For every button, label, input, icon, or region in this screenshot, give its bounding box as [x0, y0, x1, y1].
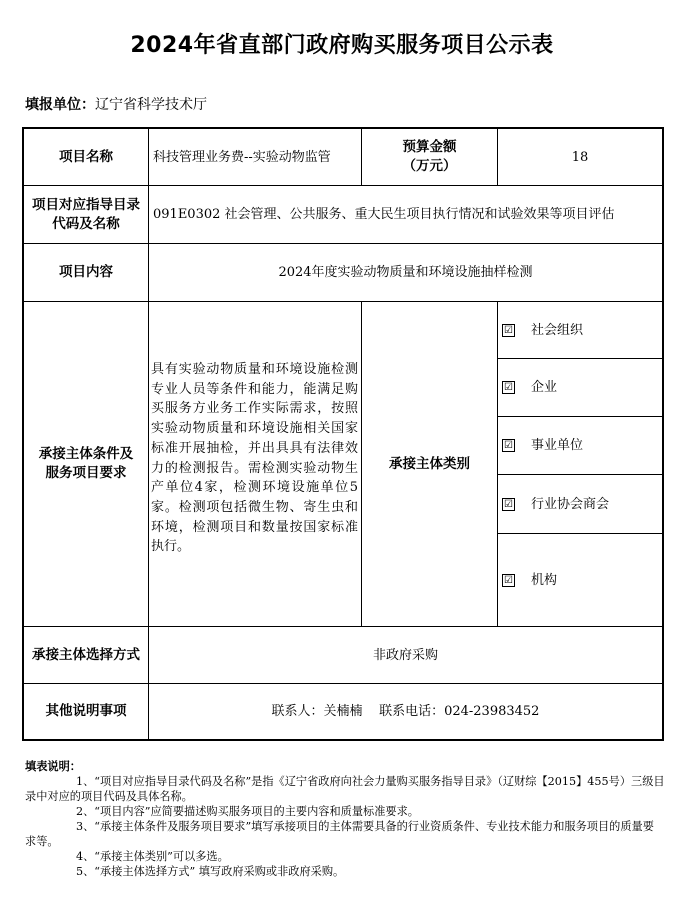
entity-type-option-label: 行业协会商会	[531, 496, 610, 512]
requirements-value: 具有实验动物质量和环境设施检测专业人员等条件和能力，能满足购买服务方业务工作实际需求，按照实验动物质量和环境设施相关国家标准开展抽检，并出具具有法律效力的检测报告。需检测实验动物生产单位4家，检测环境设施单位5家。检测项包括微生物、寄生虫和环境，检测项目和数量按国家标准执行。	[151, 362, 358, 555]
checkbox-checked-icon[interactable]: ☑	[502, 574, 515, 587]
budget-label: 预算金额（万元）	[402, 139, 457, 174]
other-value: 联系人：关楠楠 联系电话：024-23983452	[271, 704, 540, 719]
filling-unit	[25, 94, 207, 114]
entity-type-option-label: 事业单位	[531, 438, 584, 453]
entity-type-label: 承接主体类别	[389, 455, 470, 472]
content-value: 2024年度实验动物质量和环境设施抽样检测	[278, 265, 533, 280]
entity-type-option[interactable]	[498, 534, 662, 626]
content-label: 项目内容	[59, 264, 113, 280]
entity-type-option[interactable]	[498, 359, 662, 416]
requirements-label: 承接主体条件及服务项目要求	[38, 446, 134, 481]
entity-type-option[interactable]	[498, 302, 662, 358]
entity-type-option-label: 社会组织	[531, 322, 584, 338]
other-label: 其他说明事项	[45, 703, 127, 719]
note-item: 2、“项目内容”应简要描述购买服务项目的主要内容和质量标准要求。	[76, 805, 419, 818]
entity-type-option-label: 企业	[531, 380, 558, 395]
notes-heading: 填表说明：	[25, 760, 81, 773]
filling-unit-label: 填报单位：	[25, 97, 95, 113]
selection-label: 承接主体选择方式	[32, 646, 140, 663]
project-name-value: 科技管理业务费--实验动物监管	[153, 149, 331, 165]
catalog-label: 项目对应指导目录代码及名称	[32, 196, 140, 232]
note-item: 5、“承接主体选择方式” 填写政府采购或非政府采购。	[76, 865, 345, 878]
selection-value: 非政府采购	[372, 647, 438, 663]
filling-unit-value: 辽宁省科学技术厅	[95, 97, 207, 113]
budget-value: 18	[571, 149, 589, 165]
note-item: 3、“承接主体条件及服务项目要求”填写承接项目的主体需要具备的行业资质条件、专业技术能力和服务项目的质量要求等。	[25, 820, 654, 848]
checkbox-checked-icon[interactable]: ☑	[502, 324, 515, 337]
filling-notes	[25, 759, 665, 879]
entity-type-option-label: 机构	[531, 572, 558, 588]
note-item: 4、“承接主体类别”可以多选。	[76, 850, 229, 863]
project-name-label: 项目名称	[59, 148, 113, 165]
entity-type-option[interactable]	[498, 475, 662, 533]
checkbox-checked-icon[interactable]: ☑	[502, 498, 515, 511]
checkbox-checked-icon[interactable]: ☑	[502, 381, 515, 394]
note-item: 1、“项目对应指导目录代码及名称”是指《辽宁省政府向社会力量购买服务指导目录》（辽财综【2015】455号）三级目录中对应的项目代码及具体名称。	[25, 775, 665, 803]
entity-type-option[interactable]	[498, 417, 662, 474]
checkbox-checked-icon[interactable]: ☑	[502, 439, 515, 452]
catalog-value: 091E0302 社会管理、公共服务、重大民生项目执行情况和试验效果等项目评估	[153, 207, 615, 222]
page-title: 2024年省直部门政府购买服务项目公示表	[130, 33, 554, 58]
